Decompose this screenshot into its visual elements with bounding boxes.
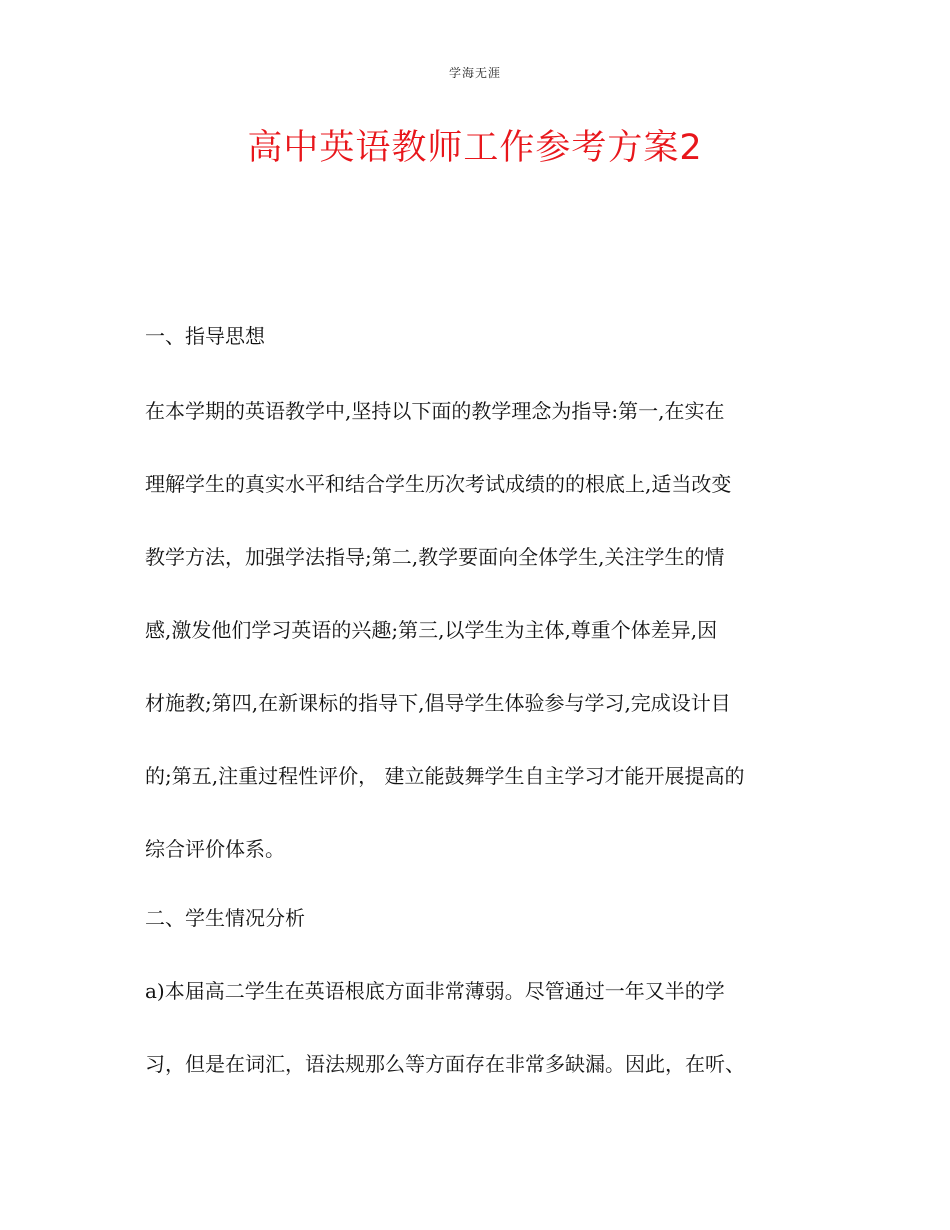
- paragraph-line: a)本届高二学生在英语根底方面非常薄弱。尽管通过一年又半的学: [145, 979, 725, 1003]
- paragraph-line: 综合评价体系。: [145, 837, 285, 861]
- paragraph-line: 教学方法，加强学法指导;第二,教学要面向全体学生,关注学生的情: [145, 545, 725, 569]
- section-heading-student-analysis: 二、学生情况分析: [145, 906, 305, 930]
- paragraph-line: 的;第五,注重过程性评价， 建立能鼓舞学生自主学习才能开展提高的: [145, 764, 745, 788]
- paragraph-line: 材施教;第四,在新课标的指导下,倡导学生体验参与学习,完成设计目: [145, 691, 731, 715]
- section-heading-guiding-ideology: 一、指导思想: [145, 324, 265, 348]
- paragraph-line: 在本学期的英语教学中,坚持以下面的教学理念为指导:第一,在实在: [145, 399, 725, 423]
- paragraph-line: 理解学生的真实水平和结合学生历次考试成绩的的根底上,适当改变: [145, 472, 732, 496]
- document-title: 高中英语教师工作参考方案2: [247, 128, 703, 168]
- page-header: 学海无涯: [448, 66, 501, 80]
- paragraph-line: 习，但是在词汇，语法规那么等方面存在非常多缺漏。因此，在听、: [145, 1052, 745, 1076]
- paragraph-line: 感,激发他们学习英语的兴趣;第三,以学生为主体,尊重个体差异,因: [145, 618, 718, 642]
